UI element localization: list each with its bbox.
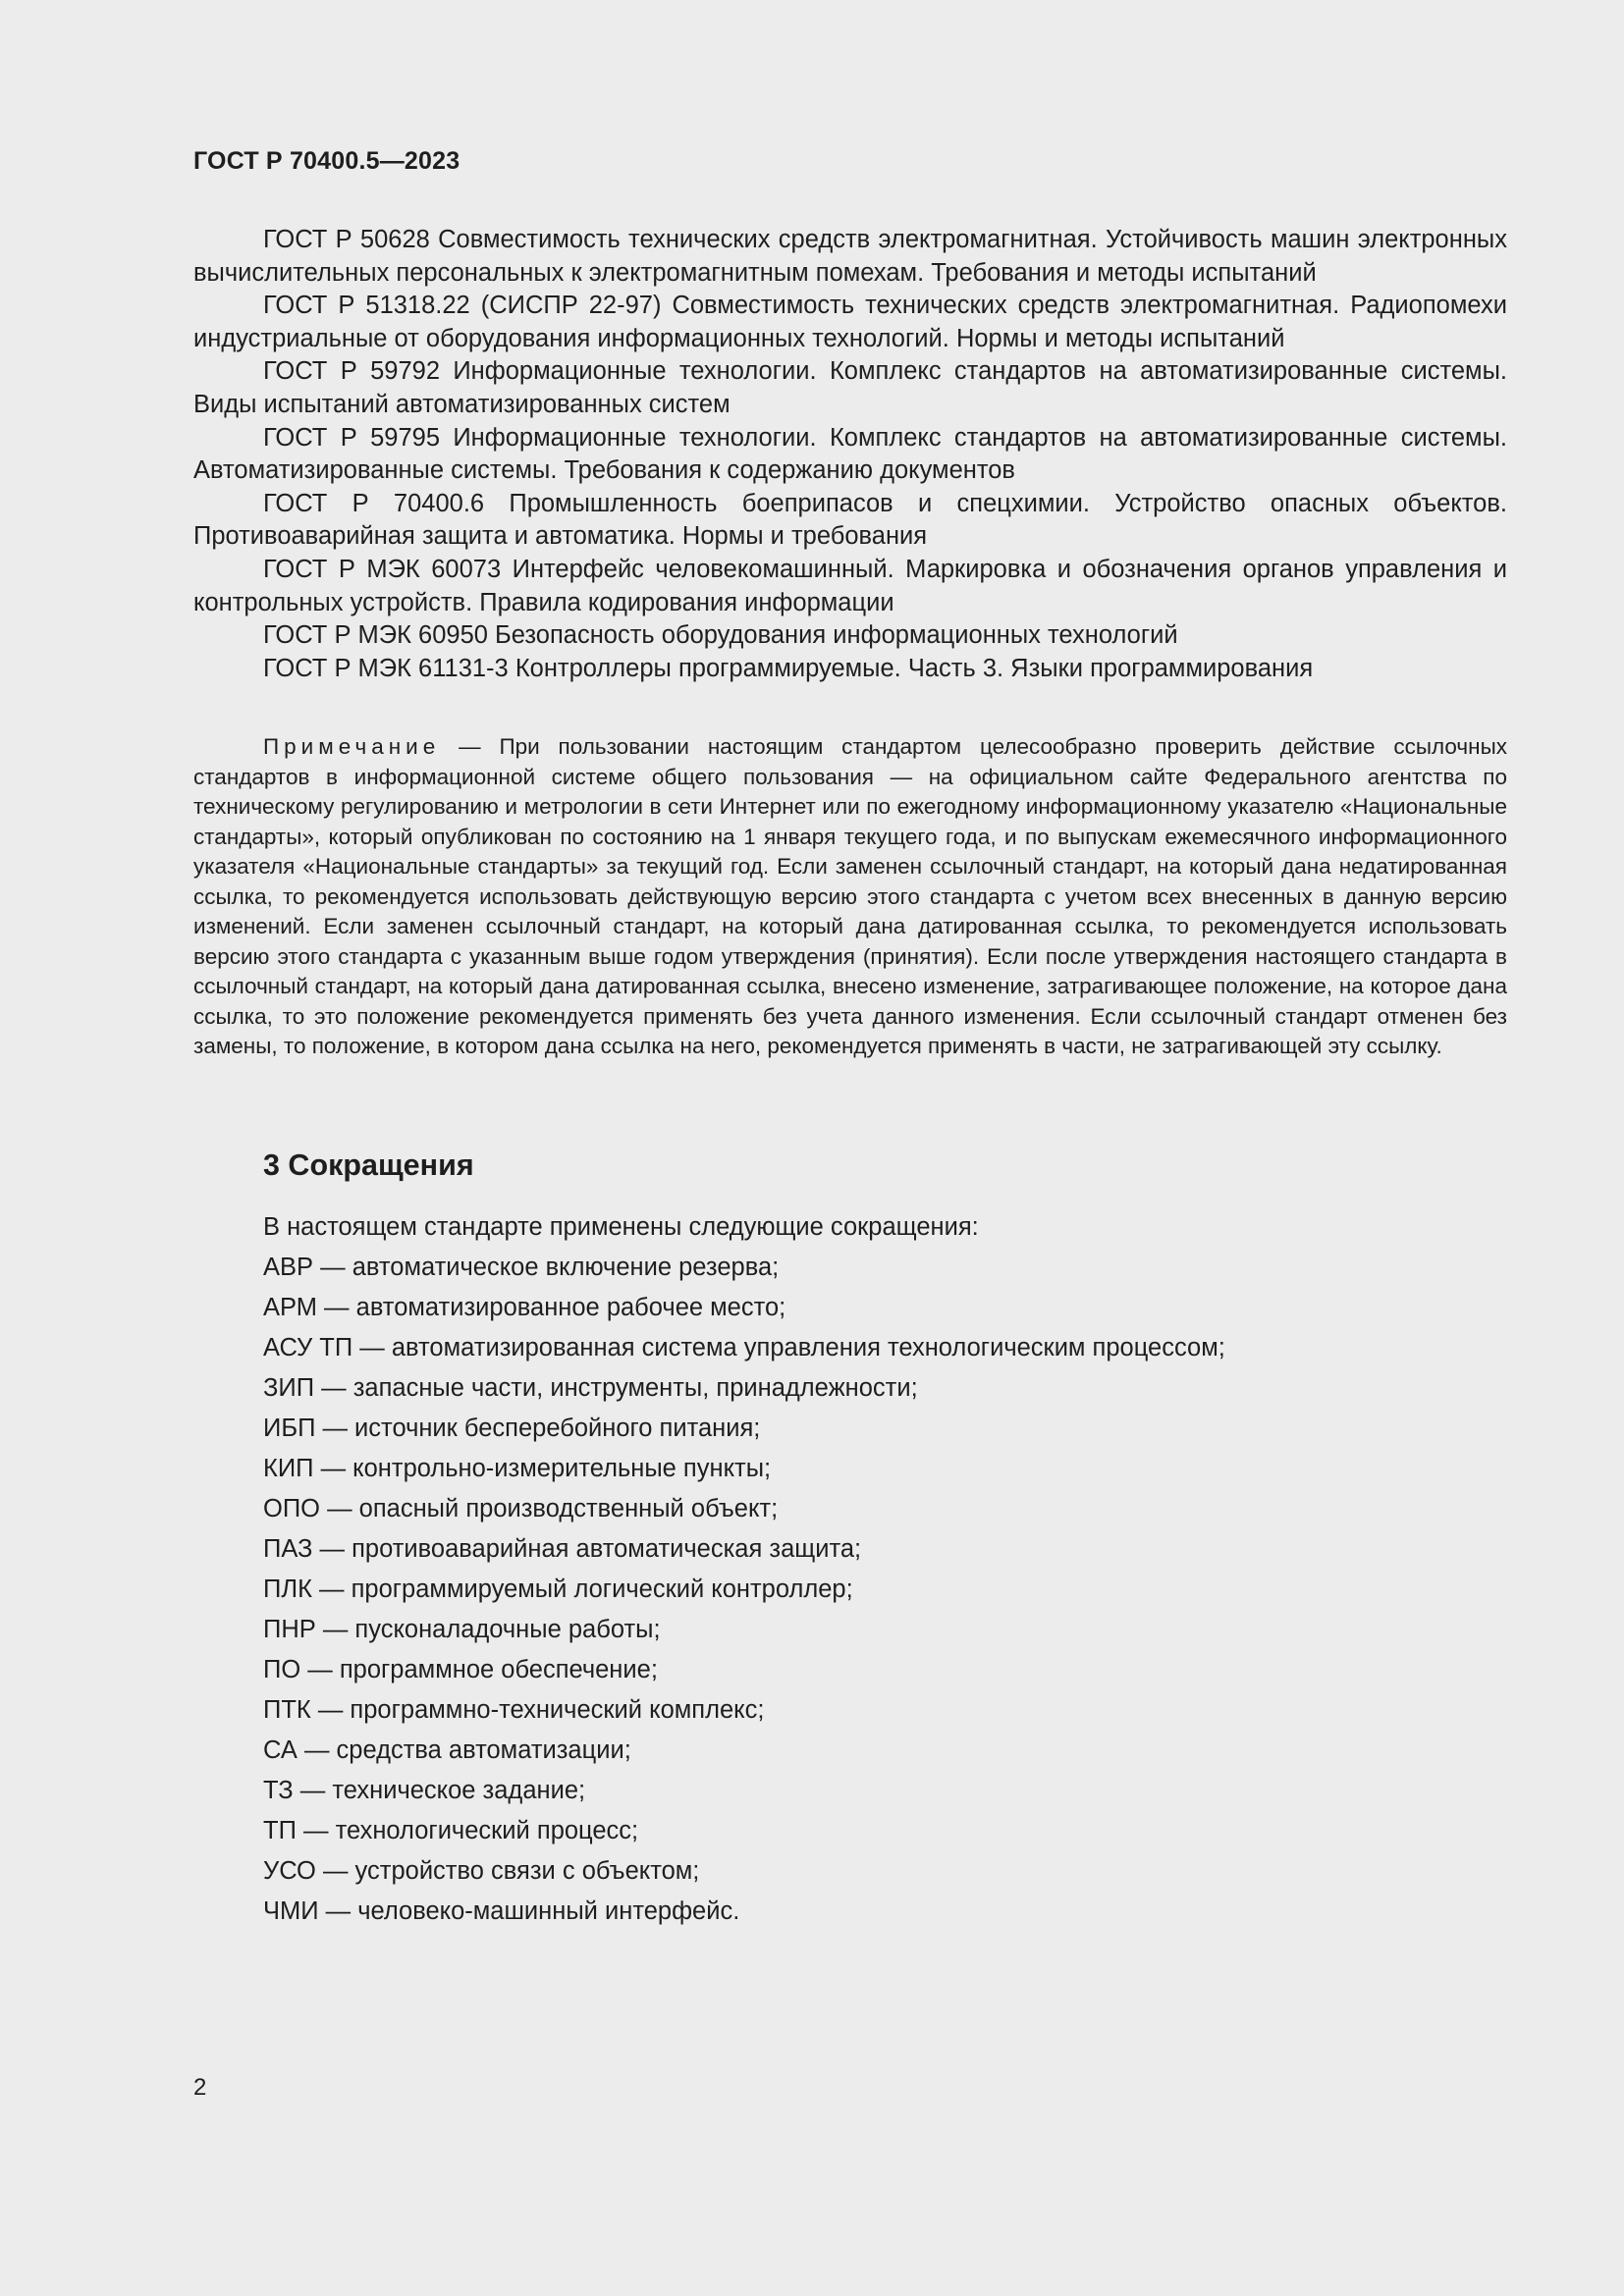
abbreviation-item: ПНР — пусконаладочные работы; [263,1616,661,1643]
abbreviations-intro: В настоящем стандарте применены следующие сокращения: [263,1213,979,1241]
abbreviation-item: ОПО — опасный производственный объект; [263,1495,779,1522]
reference-item: ГОСТ Р 70400.6 Промышленность боеприпасов и спецхимии. Устройство опасных объектов. Противоаварийная защита и автоматика. Нормы и требования [193,489,1507,551]
references-note [193,732,1507,1062]
page-number: 2 [193,2074,207,2101]
reference-item: ГОСТ Р 50628 Совместимость технических средств электромагнитная. Устойчивость машин электронных вычислительных персональных к электромагнитным помехам. Требования и методы испытаний [193,226,1507,287]
note-label: Примечание [263,734,441,759]
section-title-abbreviations: 3 Сокращения [263,1148,474,1182]
abbreviations-list [263,1207,1500,1932]
abbreviation-item: АРМ — автоматизированное рабочее место; [263,1294,786,1321]
abbreviation-item: СА — средства автоматизации; [263,1736,631,1764]
abbreviation-item: ЗИП — запасные части, инструменты, принадлежности; [263,1374,918,1402]
abbreviation-item: ПАЗ — противоаварийная автоматическая защита; [263,1535,862,1563]
reference-item: ГОСТ Р МЭК 61131-3 Контроллеры программируемые. Часть 3. Языки программирования [263,654,1314,682]
abbreviation-item: ПЛК — программируемый логический контроллер; [263,1575,853,1603]
abbreviation-item: АСУ ТП — автоматизированная система управления технологическим процессом; [263,1334,1225,1362]
abbreviation-item: УСО — устройство связи с объектом; [263,1857,700,1885]
abbreviation-item: ИБП — источник бесперебойного питания; [263,1415,761,1442]
reference-item: ГОСТ Р 51318.22 (СИСПР 22-97) Совместимость технических средств электромагнитная. Радиопомехи индустриальные от оборудования информационных технологий. Нормы и методы испытаний [193,292,1507,352]
abbreviation-item: ЧМИ — человеко-машинный интерфейс. [263,1897,740,1925]
abbreviation-item: АВР — автоматическое включение резерва; [263,1254,780,1281]
document-id-header: ГОСТ Р 70400.5—2023 [193,147,460,175]
abbreviation-item: ТП — технологический процесс; [263,1817,639,1844]
abbreviation-item: ТЗ — техническое задание; [263,1777,586,1804]
reference-item: ГОСТ Р 59792 Информационные технологии. Комплекс стандартов на автоматизированные системы. Виды испытаний автоматизированных систем [193,357,1507,418]
reference-item: ГОСТ Р МЭК 60950 Безопасность оборудования информационных технологий [263,621,1178,650]
note-text: — При пользовании настоящим стандартом целесообразно проверить действие ссылочных стандартов в информационной системе общего пользования — на официальном сайте Федерального агентства по техническому регулированию и метрологии в сети Интернет или по ежегодному информационному указателю «Национальные стандарты», который опубликован по состоянию на 1 января текущего года, и по выпускам ежемесячного информационного указателя «Национальные стандарты» за текущий год. Если заменен ссылочный стандарт, на который дана недатированная ссылка, то рекомендуется использовать действующую версию этого стандарта с учетом всех внесенных в данную версию изменений. Если заменен ссылочный стандарт, на который дана датированная ссылка, то рекомендуется использовать версию этого стандарта с указанным выше годом утверждения (принятия). Если после утверждения настоящего стандарта в ссылочный стандарт, на который дана датированная ссылка, внесено изменение, затрагивающее положение, на которое дана ссылка, то это положение рекомендуется применять без учета данного изменения. Если ссылочный стандарт отменен без замены, то положение, в котором дана ссылка на него, рекомендуется применять в части, не затрагивающей эту ссылку. [193,734,1507,1058]
abbreviation-item: ПО — программное обеспечение; [263,1656,658,1683]
reference-item: ГОСТ Р 59795 Информационные технологии. Комплекс стандартов на автоматизированные системы. Автоматизированные системы. Требования к содержанию документов [193,423,1507,485]
reference-item: ГОСТ Р МЭК 60073 Интерфейс человекомашинный. Маркировка и обозначения органов управления и контрольных устройств. Правила кодирования информации [193,555,1507,616]
abbreviation-item: КИП — контрольно-измерительные пункты; [263,1455,772,1482]
normative-references-list [193,224,1507,685]
abbreviation-item: ПТК — программно-технический комплекс; [263,1696,765,1724]
